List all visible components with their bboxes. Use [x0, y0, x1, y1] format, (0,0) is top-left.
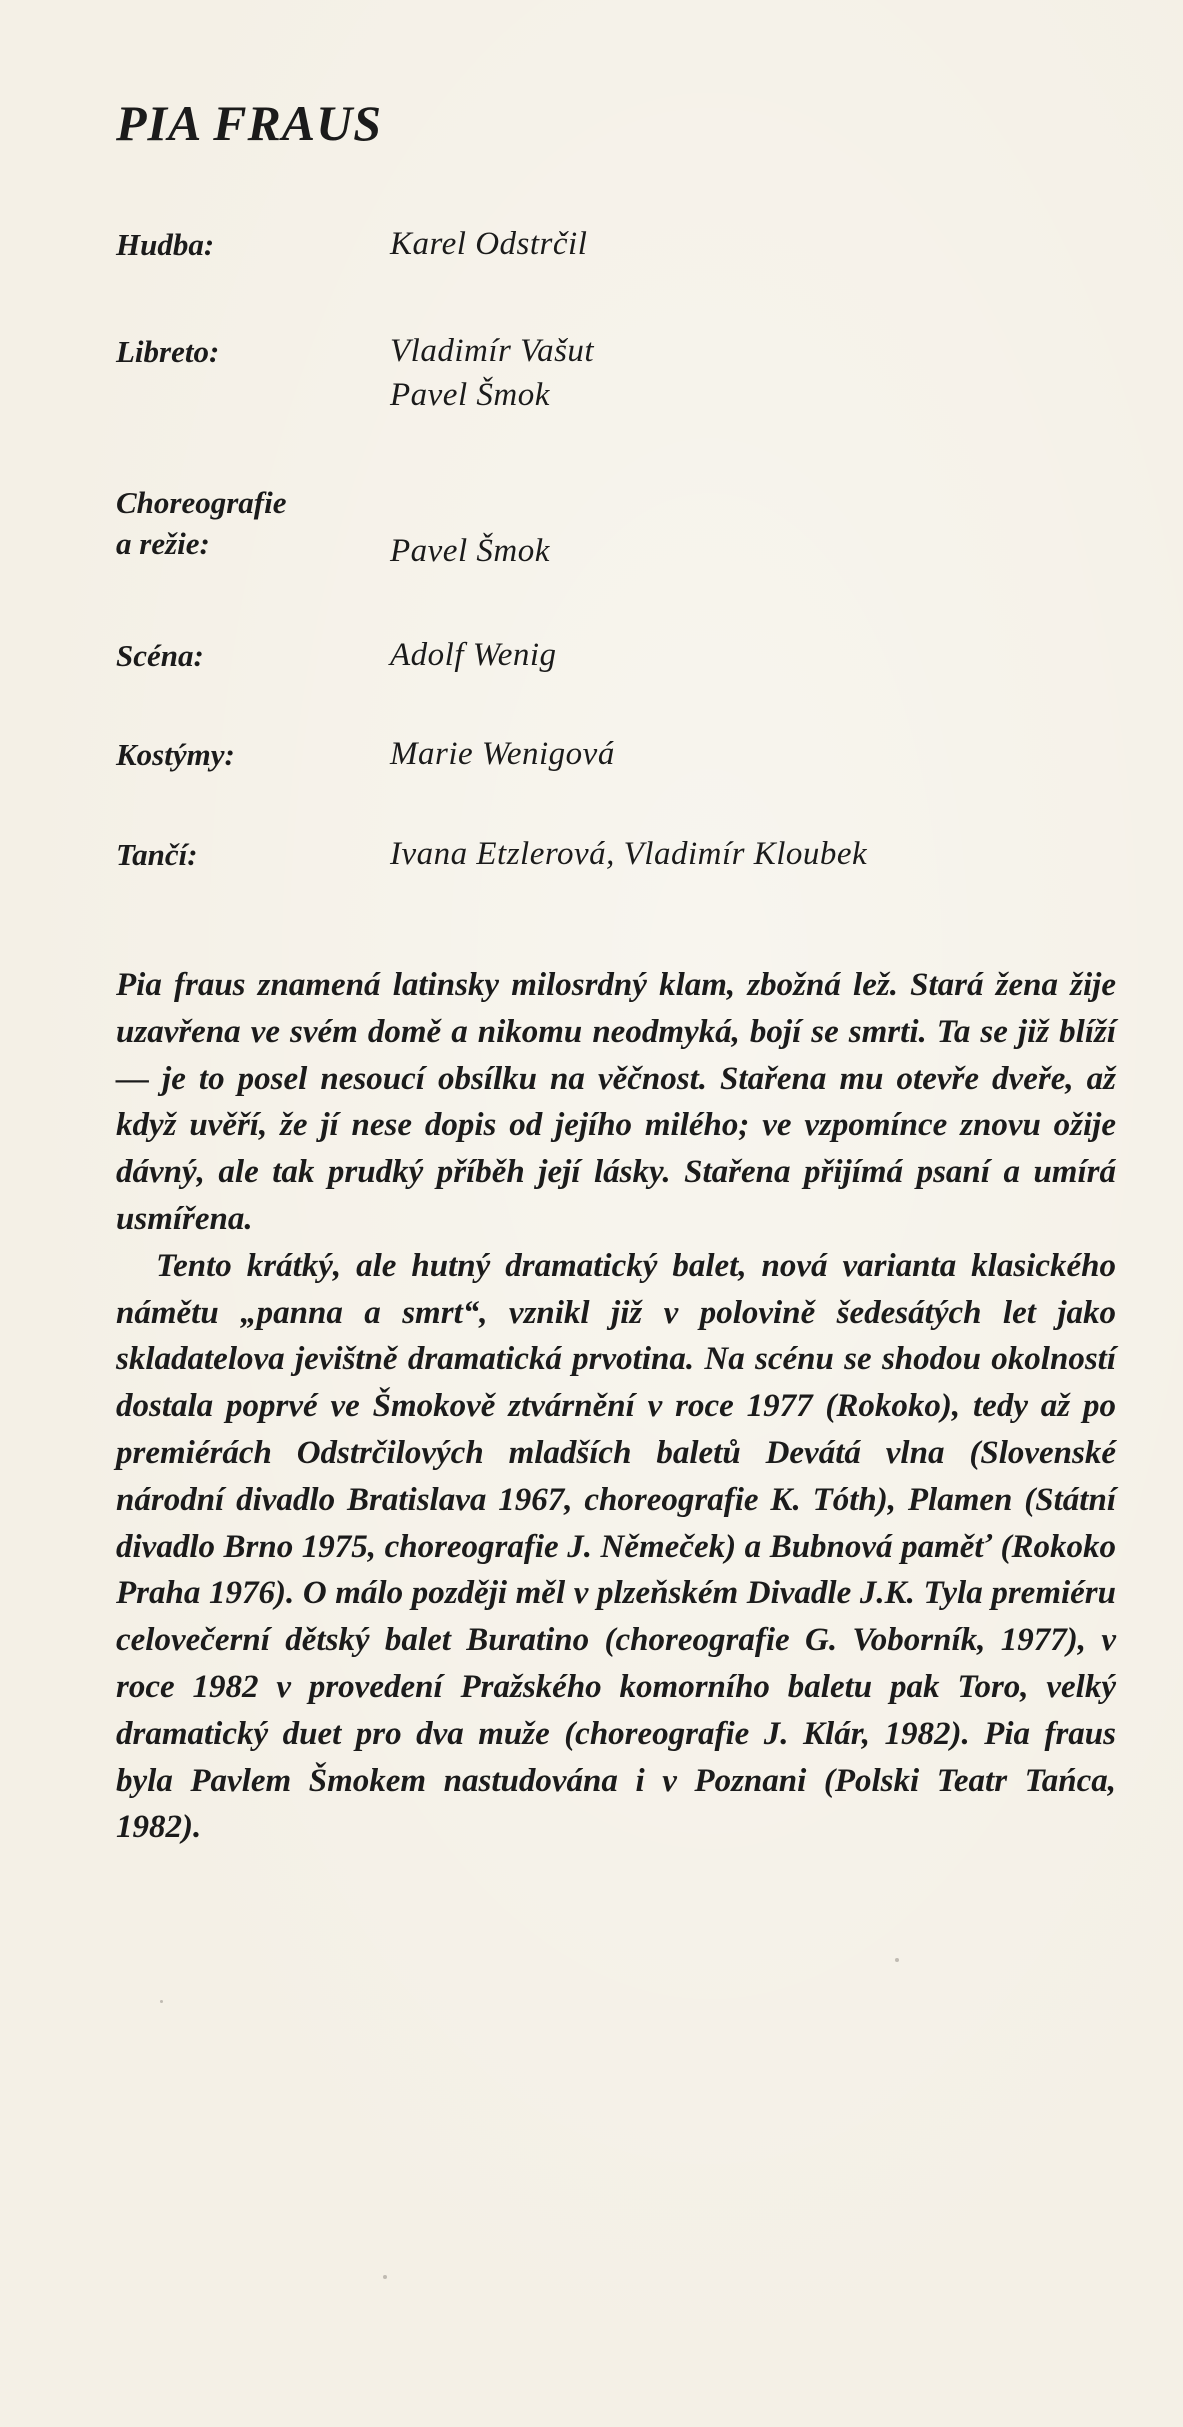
credit-value-text: Pavel Šmok: [390, 377, 550, 413]
credit-value-libretto: [390, 329, 594, 417]
page-title: PIA FRAUS: [116, 95, 383, 151]
credit-label-text: Kostýmy:: [116, 737, 235, 772]
paragraph: Tento krátký, ale hutný dramatický balet, nová varianta klasického námětu „panna a smrt“, vznikl již v polovině šedesátých let jako skladatelova jevištně dramatická prvotina. Na scénu se shodou okolností dostala poprvé ve Šmokově ztvárnění v roce 1977 (Rokoko), tedy až po premiérách Odstrčilových mladších baletů Devátá vlna (Slovenské národní divadlo Bratislava 1967, choreografie K. Tóth), Plamen (Státní divadlo Brno 1975, choreografie J. Němeček) a Bubnová paměť (Rokoko Praha 1976). O málo později měl v plzeňském Divadle J.K. Tyla premiéru celovečerní dětský balet Buratino (choreografie G. Voborník, 1977), v roce 1982 v provedení Pražského komorního baletu pak Toro, velký dramatický duet pro dva muže (choreografie J. Klár, 1982). Pia fraus byla Pavlem Šmokem nastudována i v Poznani (Polski Teatr Tańca, 1982).: [116, 1247, 1116, 1846]
credit-value-text: Ivana Etzlerová, Vladimír Kloubek: [390, 836, 868, 872]
credit-label-choreography: [116, 482, 287, 564]
credit-value-text: Vladimír Vašut: [390, 333, 595, 369]
credit-value-music: [390, 222, 587, 266]
paragraph: Pia fraus znamená latinsky milosrdný klam, zbožná lež. Stará žena žije uzavřena ve svém domě a nikomu neodmyká, bojí se smrti. Ta se již blíží — je to posel nesoucí obsílku na věčnost. Stařena mu otevře dveře, až když uvěří, že jí nese dopis od jejího milého; ve vzpomínce znovu ožije dávný, ale tak prudký příběh její lásky. Stařena přijímá psaní a umírá usmířena.: [116, 967, 1116, 1237]
credit-value-dancers: [390, 832, 867, 876]
credit-label-text: a režie:: [116, 526, 210, 561]
credit-value-text: Pavel Šmok: [390, 533, 550, 569]
credit-label-costumes: [116, 734, 235, 775]
credit-label-text: Hudba:: [116, 227, 215, 262]
credit-label-text: Scéna:: [116, 638, 204, 673]
scan-speck: [895, 1958, 899, 1962]
credit-label-text: Tančí:: [116, 837, 198, 872]
credit-value-text: Adolf Wenig: [390, 637, 557, 673]
credit-label-text: Libreto:: [116, 334, 220, 369]
credit-label-dancers: [116, 834, 198, 875]
credit-label-libretto: [116, 331, 219, 372]
scan-speck: [383, 2275, 387, 2279]
credit-label-music: [116, 224, 214, 265]
credit-value-scene: [390, 633, 557, 677]
credit-value-costumes: [390, 732, 615, 776]
credit-value-text: Marie Wenigová: [390, 736, 615, 772]
scan-speck: [160, 2000, 163, 2003]
credit-label-text: Choreografie: [116, 485, 287, 520]
credit-label-scene: [116, 635, 204, 676]
description-text: [116, 962, 1116, 1851]
credit-value-text: Karel Odstrčil: [390, 226, 588, 262]
credit-value-choreography: [390, 529, 550, 573]
